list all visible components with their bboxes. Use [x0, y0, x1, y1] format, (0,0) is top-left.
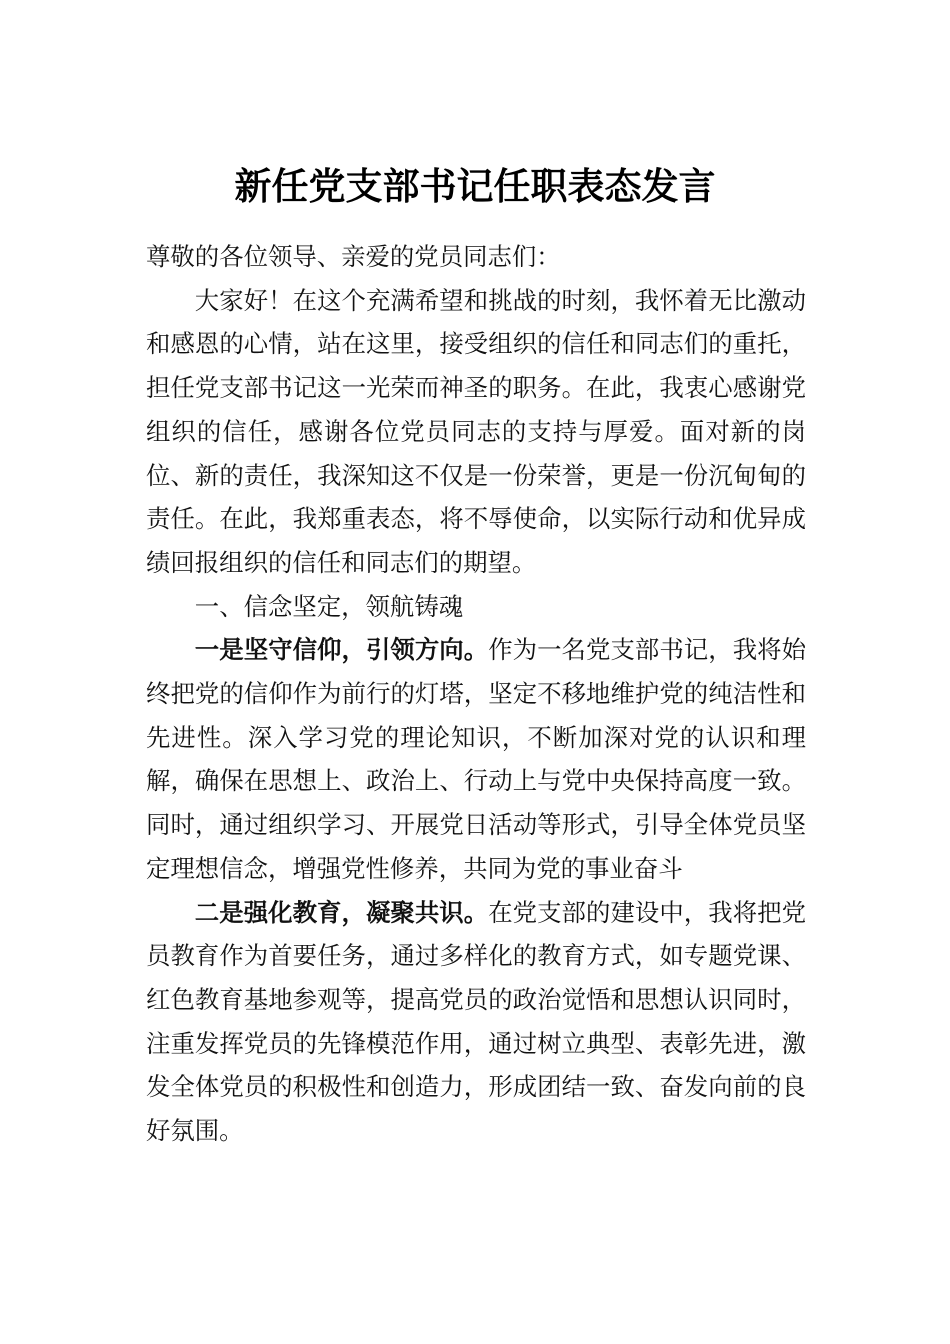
point-two-lead: 二是强化教育，凝聚共识。 — [194, 897, 489, 927]
section-heading: 一、信念坚定，领航铸魂 — [194, 591, 464, 621]
point-one-paragraph — [146, 628, 806, 890]
intro-paragraph: 大家好！在这个充满希望和挑战的时刻，我怀着无比激动和感恩的心情，站在这里，接受组织的信任和同志们的重托，担任党支部书记这一光荣而神圣的职务。在此，我衷心感谢党组织的信任，感谢各位党员同志的支持与厚爱。面对新的岗位、新的责任，我深知这不仅是一份荣誉，更是一份沉甸甸的责任。在此，我郑重表态，将不辱使命，以实际行动和优异成绩回报组织的信任和同志们的期望。 — [146, 285, 806, 577]
document-title: 新任党支部书记任职表态发言 — [234, 164, 716, 208]
point-two-body: 在党支部的建设中，我将把党员教育作为首要任务，通过多样化的教育方式，如专题党课、红色教育基地参观等，提高党员的政治觉悟和思想认识同时，注重发挥党员的先锋模范作用，通过树立典型、表彰先进，激发全体党员的积极性和创造力，形成团结一致、奋发向前的良好氛围。 — [146, 897, 806, 1146]
greeting-paragraph: 尊敬的各位领导、亲爱的党员同志们： — [146, 242, 561, 271]
point-two-paragraph — [146, 891, 806, 1153]
document-body — [146, 235, 806, 1153]
point-one-body: 作为一名党支部书记，我将始终把党的信仰作为前行的灯塔，坚定不移地维护党的纯洁性和先进性。深入学习党的理论知识，不断加深对党的认识和理解，确保在思想上、政治上、行动上与党中央保持高度一致。同时，通过组织学习、开展党日活动等形式，引导全体党员坚定理想信念，增强党性修养，共同为党的事业奋斗 — [146, 635, 806, 883]
point-one-lead: 一是坚守信仰，引领方向。 — [194, 635, 489, 665]
